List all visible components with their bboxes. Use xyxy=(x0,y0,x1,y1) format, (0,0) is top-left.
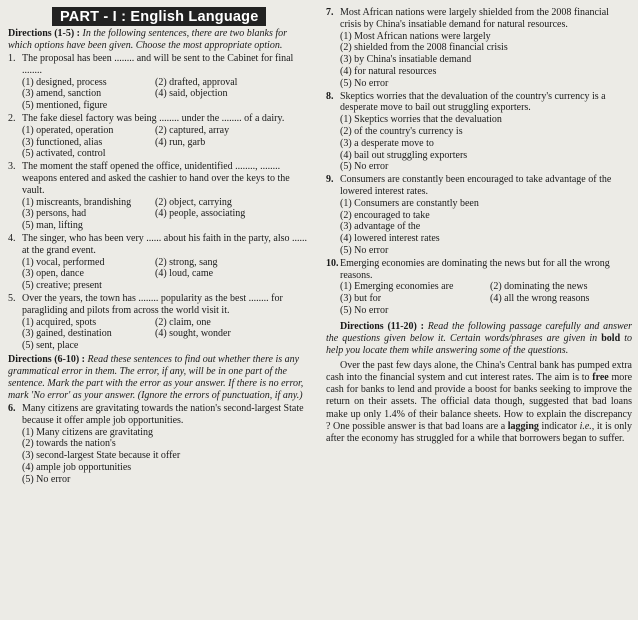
answer-option: (5) creative; present xyxy=(22,280,102,292)
question-text: Many citizens are gravitating towards the nation's second-largest State because it offer ample job opportunities. xyxy=(22,402,304,426)
directions-heading: Directions (11-20) : xyxy=(340,320,424,332)
answer-option: (1) operated, operation xyxy=(22,124,114,136)
directions-heading: Directions (6-10) : xyxy=(8,353,86,365)
answer-options xyxy=(8,125,308,160)
question-text: The moment the staff opened the office, unidentified ........, ........ weapons entered and asked the cashier to hand over the keys to the vault. xyxy=(22,161,290,196)
question-number: 2. xyxy=(8,112,16,124)
passage-bold-word: free xyxy=(592,371,609,383)
question-number: 6. xyxy=(8,402,16,414)
option-row xyxy=(22,100,308,112)
option-row xyxy=(340,66,632,78)
answer-option: (5) activated, control xyxy=(22,148,106,160)
question-number: 5. xyxy=(8,292,16,304)
directions-text: Read the following passage carefully and answer the questions given below it. Certain words/phrases are given in xyxy=(326,320,632,344)
option-row xyxy=(22,462,308,474)
option-row xyxy=(340,78,632,90)
answer-option: (4) ample job opportunities xyxy=(22,461,132,473)
option-row xyxy=(22,220,308,232)
answer-option: (2) shielded from the 2008 financial crisis xyxy=(340,42,508,54)
question-item xyxy=(8,53,308,112)
option-row xyxy=(340,42,632,54)
answer-options xyxy=(8,197,308,232)
directions-bold-word: bold xyxy=(601,332,621,344)
option-row xyxy=(22,257,308,269)
question-item xyxy=(8,113,308,160)
answer-option: (5) No error xyxy=(340,161,389,173)
question-item xyxy=(8,293,308,352)
option-row xyxy=(340,138,632,150)
option-row xyxy=(340,126,632,138)
question-number: 8. xyxy=(326,90,334,102)
question-text: The proposal has been ........ and will be sent to the Cabinet for final ........ xyxy=(22,53,294,76)
answer-option: (5) No error xyxy=(340,244,389,256)
question-item xyxy=(326,7,632,90)
option-row xyxy=(22,77,308,89)
option-row xyxy=(340,245,632,257)
question-text: Most African nations were largely shielded from the 2008 financial crisis by China's insatiable demand for natural resources. xyxy=(340,7,609,30)
answer-option: (3) a desperate move to xyxy=(340,137,434,149)
question-stem xyxy=(8,233,308,257)
answer-option: (1) Skeptics worries that the devaluation xyxy=(340,114,502,126)
answer-option: (2) towards the nation's xyxy=(22,438,116,450)
option-row xyxy=(340,281,632,293)
option-row xyxy=(22,317,308,329)
directions-6-10 xyxy=(8,354,308,402)
answer-option: (1) vocal, performed xyxy=(22,256,105,268)
answer-option: (3) by China's insatiable demand xyxy=(340,54,472,66)
answer-options xyxy=(326,281,632,316)
answer-option: (4) sought, wonder xyxy=(155,328,231,340)
option-row xyxy=(340,198,632,210)
answer-option: (2) object, carrying xyxy=(155,196,232,208)
option-row xyxy=(340,293,632,305)
question-stem xyxy=(326,258,632,282)
question-stem xyxy=(326,91,632,115)
passage-text: Over the past few days alone, the China's Central bank has pumped extra cash into the financial system and cut interest rates. The aim is to xyxy=(326,359,632,383)
passage-text: more cash for banks to lend and provide a boost for banks seeking to improve the return on their assets. The official data though, suggested that bad loans make up only 1.4% of their balance sheets. How to explain the discrepancy ? One possible answer is that bad loans are a xyxy=(326,371,633,432)
passage-text: it is only after the economy has struggled for a while that borrowers began to suffer. xyxy=(326,420,633,444)
option-row xyxy=(340,161,632,173)
answer-option: (5) No error xyxy=(340,304,389,316)
answer-option: (2) captured, array xyxy=(155,124,230,136)
question-stem xyxy=(8,293,308,317)
option-row xyxy=(340,221,632,233)
answer-options xyxy=(326,198,632,257)
option-row xyxy=(340,150,632,162)
option-row xyxy=(22,450,308,462)
passage-text: indicator xyxy=(541,420,578,432)
answer-options xyxy=(8,77,308,112)
question-stem xyxy=(326,7,632,31)
directions-text: to help you locate them while answering some of the questions. xyxy=(326,332,632,356)
answer-options xyxy=(8,427,308,486)
answer-option: (2) drafted, approval xyxy=(155,76,238,88)
question-text: Emerging economies are dominating the news but for all the wrong reasons. xyxy=(340,257,610,281)
answer-option: (2) strong, sang xyxy=(155,256,218,268)
answer-option: (1) Consumers are constantly been xyxy=(340,197,479,209)
passage-italic-word: i.e., xyxy=(579,420,595,432)
option-row xyxy=(340,210,632,222)
answer-option: (3) but for xyxy=(340,293,382,305)
question-item xyxy=(326,91,632,174)
directions-text: In the following sentences, there are two blanks for which options have been given. Choose the most appropriate option. xyxy=(8,28,288,51)
answer-option: (1) acquired, spots xyxy=(22,316,97,328)
question-number: 1. xyxy=(8,53,16,64)
option-row xyxy=(340,31,632,43)
answer-option: (1) Many citizens are gravitating xyxy=(22,426,154,438)
answer-option: (3) advantage of the xyxy=(340,221,421,233)
section-header: PART - I : English Language xyxy=(52,7,266,26)
question-item xyxy=(326,174,632,257)
answer-option: (1) Emerging economies are xyxy=(340,281,454,293)
option-row xyxy=(22,208,308,220)
answer-option: (3) functioned, alias xyxy=(22,136,103,148)
answer-option: (3) persons, had xyxy=(22,208,87,220)
answer-option: (4) lowered interest rates xyxy=(340,233,440,245)
question-number: 9. xyxy=(326,174,334,186)
option-row xyxy=(22,137,308,149)
answer-options xyxy=(8,257,308,292)
question-text: Consumers are constantly been encouraged to take advantage of the lowered interest rates. xyxy=(340,174,612,197)
question-text: The fake diesel factory was being ........ under the ........ of a dairy. xyxy=(22,112,285,124)
directions-11-20 xyxy=(326,321,632,357)
option-row xyxy=(340,305,632,317)
answer-option: (3) gained, destination xyxy=(22,328,112,340)
answer-option: (3) open, dance xyxy=(22,268,84,280)
questions-1-5 xyxy=(8,53,308,352)
question-number: 4. xyxy=(8,232,16,244)
answer-option: (2) dominating the news xyxy=(490,281,588,293)
answer-option: (4) all the wrong reasons xyxy=(490,293,590,305)
question-stem xyxy=(8,53,308,77)
option-row xyxy=(22,88,308,100)
question-text: Over the years, the town has ........ popularity as the best ........ for paragliding and pilots from across the world visit it. xyxy=(22,292,283,316)
option-row xyxy=(22,268,308,280)
questions-7-10 xyxy=(326,7,632,317)
passage-paragraph xyxy=(326,360,632,445)
question-stem xyxy=(8,113,308,125)
answer-option: (4) for natural resources xyxy=(340,65,437,77)
right-column xyxy=(326,0,632,445)
question-text: The singer, who has been very ...... about his faith in the party, also ...... at the grand event. xyxy=(22,232,307,256)
option-row xyxy=(22,427,308,439)
question-stem xyxy=(8,403,308,427)
question-item xyxy=(8,161,308,232)
questions-6 xyxy=(8,403,308,486)
answer-option: (2) encouraged to take xyxy=(340,209,430,221)
option-row xyxy=(22,438,308,450)
option-row xyxy=(22,197,308,209)
passage-bold-word: lagging xyxy=(507,420,539,432)
option-row xyxy=(340,114,632,126)
question-number: 10. xyxy=(326,257,339,269)
option-row xyxy=(22,328,308,340)
answer-option: (4) people, associating xyxy=(155,208,246,220)
option-row xyxy=(22,340,308,352)
answer-option: (1) Most African nations were largely xyxy=(340,30,491,42)
option-row xyxy=(22,474,308,486)
option-row xyxy=(22,125,308,137)
left-column xyxy=(8,0,308,486)
option-row xyxy=(22,148,308,160)
option-row xyxy=(22,280,308,292)
answer-option: (5) No error xyxy=(22,473,71,485)
option-row xyxy=(340,54,632,66)
answer-option: (1) miscreants, brandishing xyxy=(22,196,132,208)
question-number: 3. xyxy=(8,161,16,173)
answer-options xyxy=(326,31,632,90)
answer-option: (4) loud, came xyxy=(155,268,214,280)
answer-options xyxy=(8,317,308,352)
answer-option: (5) man, lifting xyxy=(22,220,83,232)
question-text: Skeptics worries that the devaluation of the country's currency is a desperate move to bail out struggling exporters. xyxy=(340,90,606,114)
directions-1-5 xyxy=(8,28,308,52)
answer-option: (2) claim, one xyxy=(155,316,211,328)
answer-option: (5) mentioned, figure xyxy=(22,100,108,112)
answer-option: (4) said, objection xyxy=(155,88,228,100)
directions-heading: Directions (1-5) : xyxy=(8,28,81,39)
answer-option: (5) sent, place xyxy=(22,340,79,352)
answer-option: (3) second-largest State because it offer xyxy=(22,450,181,462)
answer-option: (1) designed, process xyxy=(22,76,107,88)
question-item xyxy=(326,258,632,317)
answer-options xyxy=(326,114,632,173)
answer-option: (5) No error xyxy=(340,77,389,89)
answer-option: (4) run, garb xyxy=(155,136,206,148)
answer-option: (4) bail out struggling exporters xyxy=(340,149,468,161)
question-stem xyxy=(326,174,632,198)
question-item xyxy=(8,403,308,486)
question-item xyxy=(8,233,308,292)
directions-text: Read these sentences to find out whether there is any grammatical error in them. The error, if any, will be in one part of the sentence. Mark the part with the error as your answer. If there is no error, mark 'No error' as your answer. (Ignore the errors of punctuation, if any.) xyxy=(8,353,304,401)
question-number: 7. xyxy=(326,7,334,18)
question-stem xyxy=(8,161,308,196)
answer-option: (2) of the country's currency is xyxy=(340,125,463,137)
option-row xyxy=(340,233,632,245)
answer-option: (3) amend, sanction xyxy=(22,88,102,100)
